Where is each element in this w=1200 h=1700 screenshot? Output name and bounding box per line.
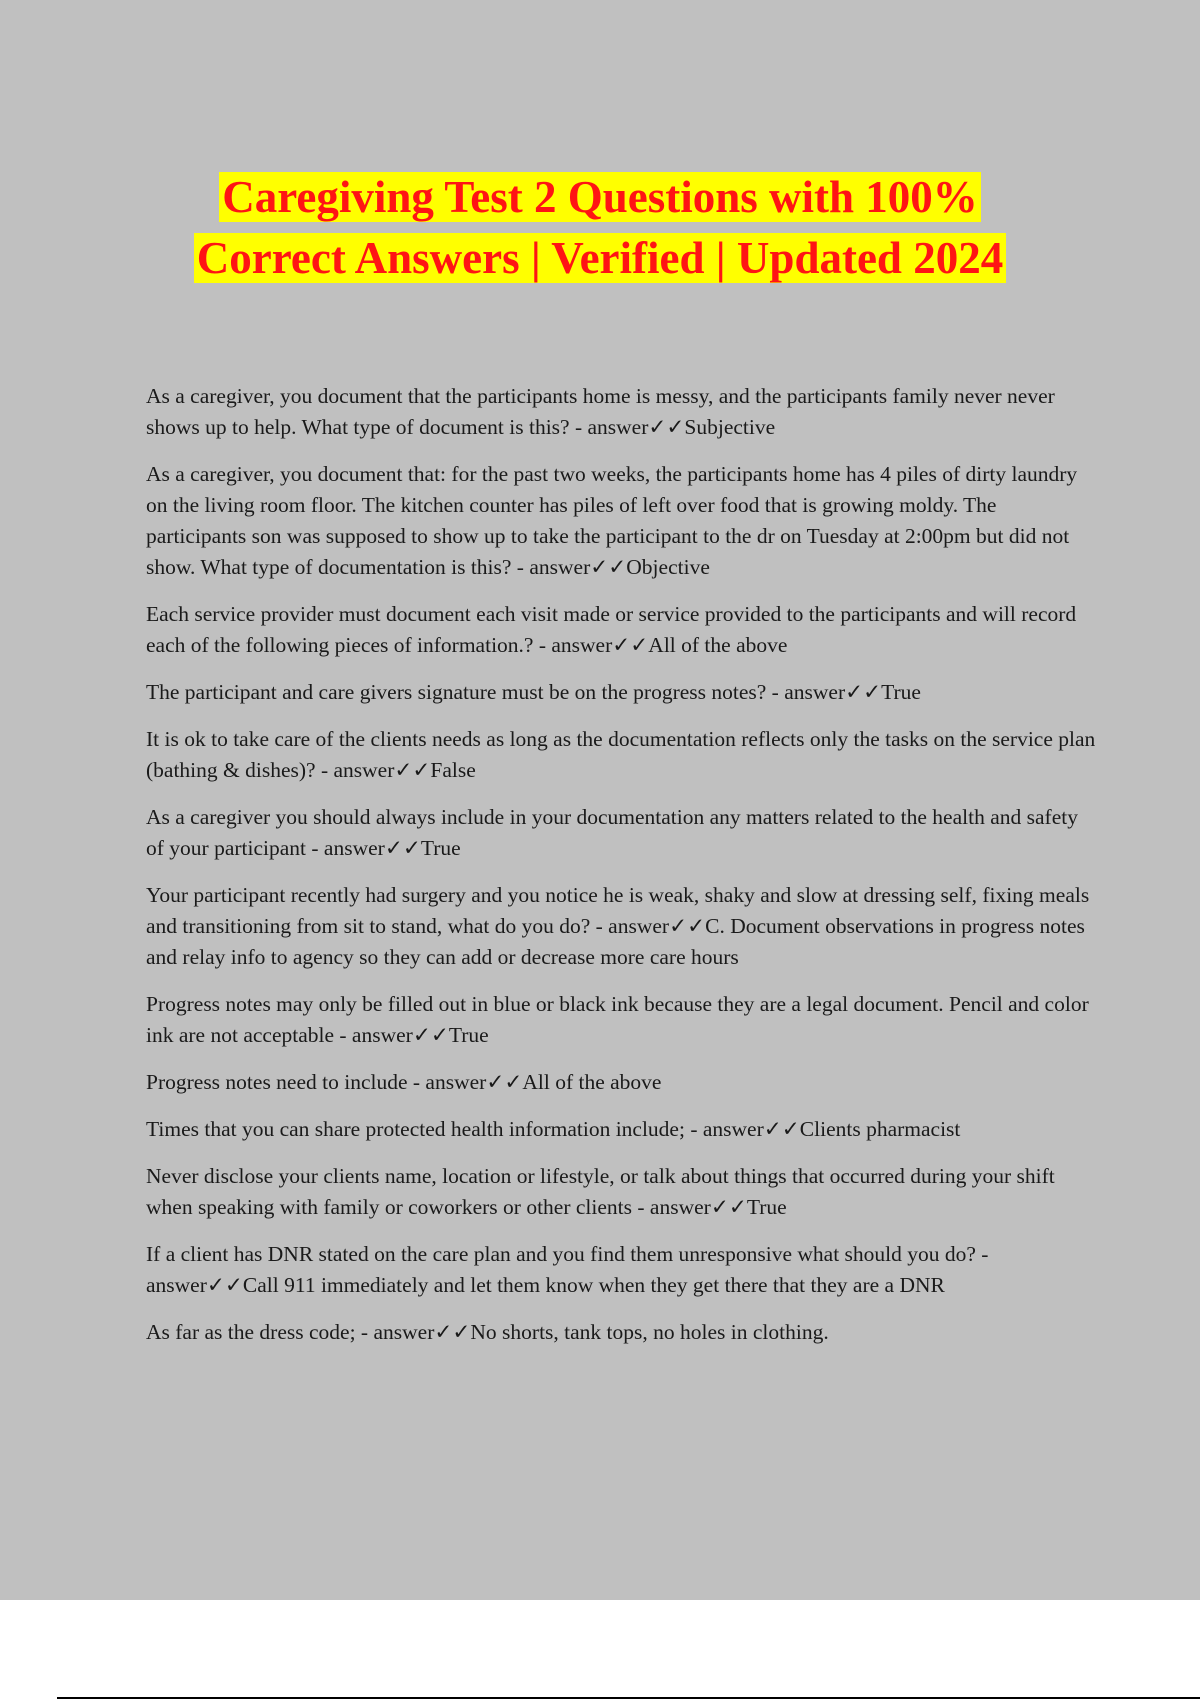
double-check-icon: ✓✓ bbox=[612, 633, 649, 657]
qa-item bbox=[146, 802, 1096, 864]
double-check-icon: ✓✓ bbox=[590, 555, 627, 579]
answer-text: True bbox=[420, 836, 461, 860]
qa-item bbox=[146, 677, 1096, 708]
question-text: As a caregiver you should always include in your documentation any matters related to the health and safety of your participant - answer bbox=[146, 805, 1078, 860]
double-check-icon: ✓✓ bbox=[206, 1273, 243, 1297]
title-line-2: Correct Answers | Verified | Updated 2024 bbox=[194, 233, 1006, 283]
answer-text: True bbox=[448, 1023, 489, 1047]
question-text: The participant and care givers signature must be on the progress notes? - answer bbox=[146, 680, 846, 704]
qa-item bbox=[146, 599, 1096, 661]
question-text: Your participant recently had surgery and you notice he is weak, shaky and slow at dressing self, fixing meals and transitioning from sit to stand, what do you do? - answer bbox=[146, 883, 1090, 938]
question-text: Progress notes may only be filled out in blue or black ink because they are a legal document. Pencil and color ink are not acceptable - answer bbox=[146, 992, 1089, 1047]
title-line-1: Caregiving Test 2 Questions with 100% bbox=[219, 172, 981, 222]
qa-item bbox=[146, 1114, 1096, 1145]
qa-item bbox=[146, 989, 1096, 1051]
qa-item bbox=[146, 1239, 1096, 1301]
qa-item bbox=[146, 459, 1096, 583]
qa-item bbox=[146, 381, 1096, 443]
answer-text: Clients pharmacist bbox=[799, 1117, 961, 1141]
answer-text: Objective bbox=[626, 555, 710, 579]
footer-divider bbox=[57, 1697, 1200, 1699]
qa-item bbox=[146, 1161, 1096, 1223]
qa-item bbox=[146, 1317, 1096, 1348]
answer-text: False bbox=[430, 758, 476, 782]
double-check-icon: ✓✓ bbox=[384, 836, 421, 860]
qa-item bbox=[146, 1067, 1096, 1098]
double-check-icon: ✓✓ bbox=[412, 1023, 449, 1047]
answer-text: C. Document observations in progress notes and relay info to agency so they can add or decrease more care hours bbox=[146, 914, 1085, 969]
double-check-icon: ✓✓ bbox=[710, 1195, 747, 1219]
question-text: Times that you can share protected health information include; - answer bbox=[146, 1117, 764, 1141]
answer-text: Subjective bbox=[684, 415, 776, 439]
answer-text: Call 911 immediately and let them know when they get there that they are a DNR bbox=[242, 1273, 945, 1297]
double-check-icon: ✓✓ bbox=[648, 415, 685, 439]
question-text: Progress notes need to include - answer bbox=[146, 1070, 487, 1094]
answer-text: True bbox=[881, 680, 921, 704]
answer-text: No shorts, tank tops, no holes in clothing. bbox=[470, 1320, 829, 1344]
double-check-icon: ✓✓ bbox=[394, 758, 431, 782]
double-check-icon: ✓✓ bbox=[763, 1117, 800, 1141]
qa-item bbox=[146, 880, 1096, 973]
question-text: It is ok to take care of the clients needs as long as the documentation reflects only the tasks on the service plan (bathing & dishes)? - answer bbox=[146, 727, 1096, 782]
answer-text: True bbox=[746, 1195, 787, 1219]
qa-list bbox=[146, 381, 1096, 1364]
document-title bbox=[0, 167, 1200, 289]
question-text: As a caregiver, you document that the participants home is messy, and the participants family never never shows up to help. What type of document is this? - answer bbox=[146, 384, 1055, 439]
double-check-icon: ✓✓ bbox=[486, 1070, 523, 1094]
double-check-icon: ✓✓ bbox=[434, 1320, 471, 1344]
question-text: As far as the dress code; - answer bbox=[146, 1320, 435, 1344]
question-text: As a caregiver, you document that: for the past two weeks, the participants home has 4 piles of dirty laundry on the living room floor. The kitchen counter has piles of left over food that is growing moldy. The participants son was supposed to show up to take the participant to the dr on Tuesday at 2:00pm but did not show. What type of documentation is this? - answer bbox=[146, 462, 1078, 579]
question-text: If a client has DNR stated on the care plan and you find them unresponsive what should you do? - answer bbox=[146, 1242, 989, 1297]
double-check-icon: ✓✓ bbox=[669, 914, 706, 938]
qa-item bbox=[146, 724, 1096, 786]
answer-text: All of the above bbox=[522, 1070, 662, 1094]
question-text: Never disclose your clients name, location or lifestyle, or talk about things that occurred during your shift when speaking with family or coworkers or other clients - answer bbox=[146, 1164, 1055, 1219]
answer-text: All of the above bbox=[648, 633, 788, 657]
double-check-icon: ✓✓ bbox=[845, 680, 882, 704]
question-text: Each service provider must document each visit made or service provided to the participants and will record each of the following pieces of information.? - answer bbox=[146, 602, 1077, 657]
